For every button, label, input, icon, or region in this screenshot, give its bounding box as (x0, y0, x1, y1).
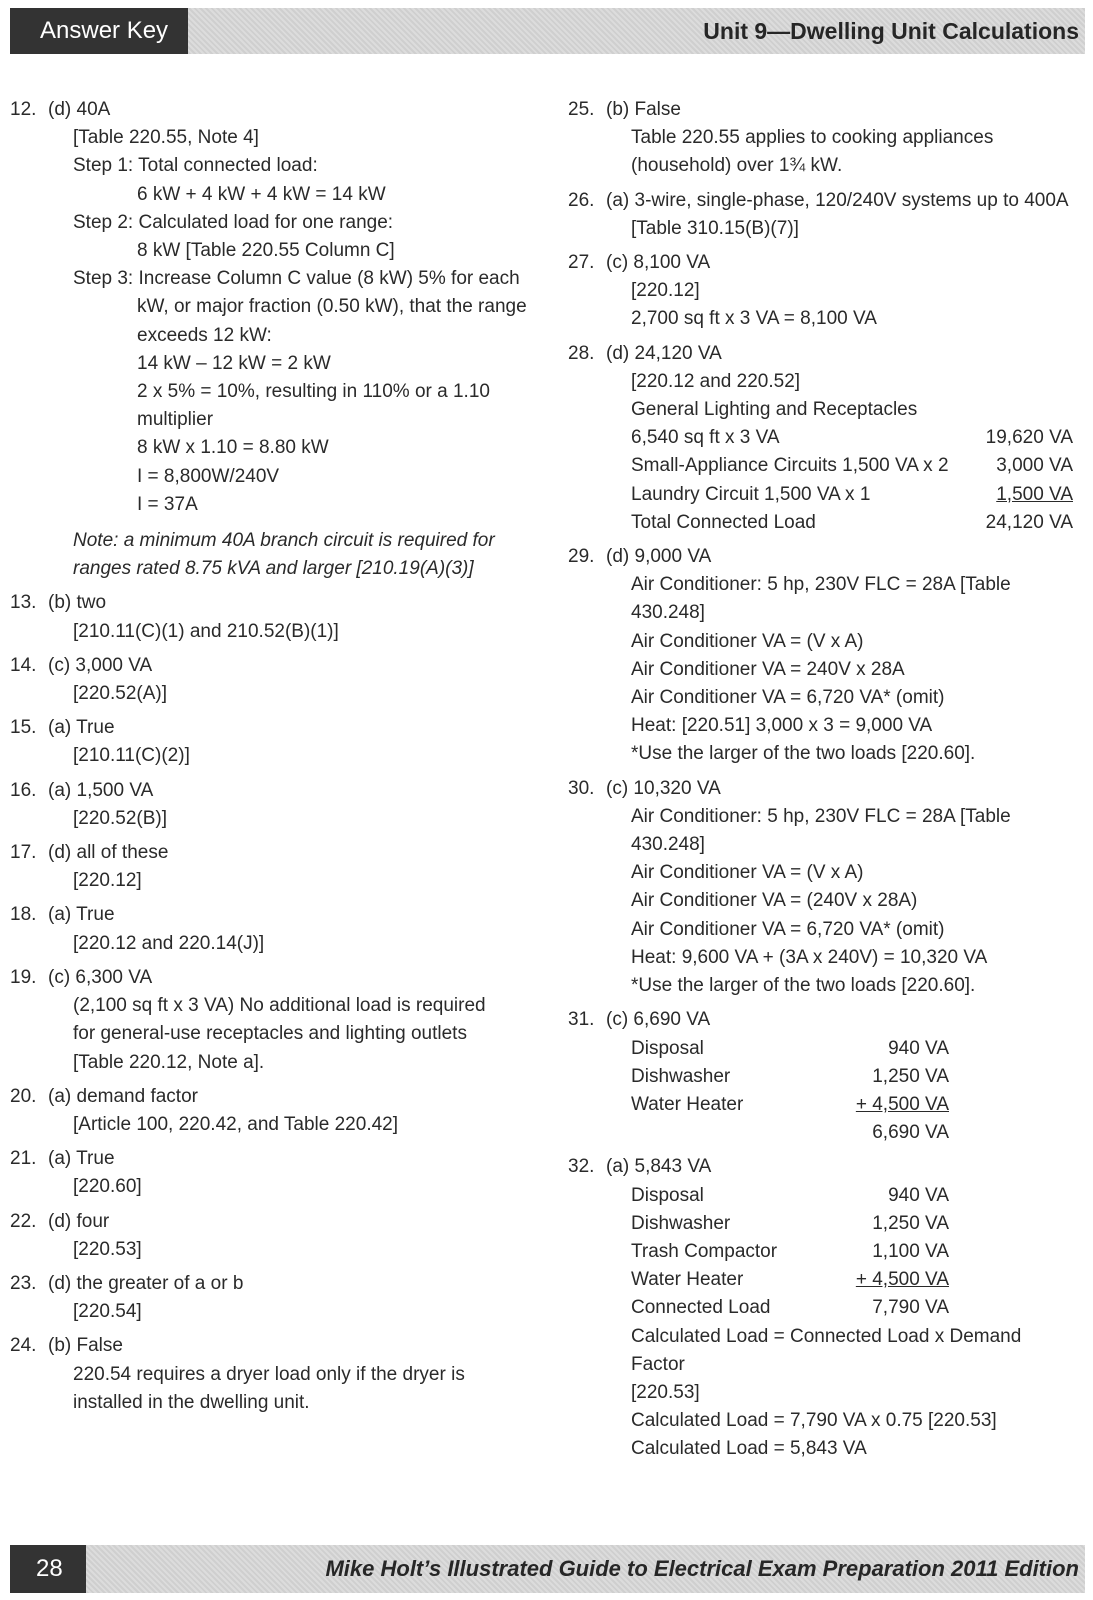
item-number: 13. (10, 592, 37, 614)
answer-item-22 (10, 1208, 530, 1264)
item-detail: Air Conditioner VA = 240V x 28A (631, 658, 905, 680)
item-answer: (a) demand factor (48, 1085, 198, 1107)
item-detail: [220.12 and 220.52] (631, 370, 801, 392)
answer-item-23 (10, 1270, 530, 1326)
load-value: 7,790 VA (872, 1297, 949, 1319)
item-detail: Table 220.55 applies to cooking appliances (household) over 1¾ kW. (631, 127, 994, 177)
answer-item-15 (10, 714, 530, 770)
item-detail: Air Conditioner VA = 6,720 VA* (omit) (631, 918, 945, 940)
left-column (10, 96, 530, 1423)
item-number: 30. (568, 777, 595, 799)
item-answer: (a) 3-wire, single-phase, 120/240V systems up to 400A (606, 189, 1069, 211)
load-label (631, 1119, 821, 1147)
step-line: Step 2: Calculated load for one range: (73, 211, 394, 233)
item-detail: Air Conditioner VA = (240V x 28A) (631, 890, 918, 912)
load-value: 3,000 VA (996, 455, 1073, 477)
page-footer (10, 1545, 1085, 1593)
load-value: 24,120 VA (985, 511, 1073, 533)
item-detail: Air Conditioner: 5 hp, 230V FLC = 28A [Table 430.248] (631, 805, 1011, 856)
load-row (568, 452, 1073, 480)
step-detail: 8 kW x 1.10 = 8.80 kW (137, 437, 329, 459)
item-answer: (d) the greater of a or b (48, 1272, 244, 1294)
item-number: 25. (568, 99, 595, 120)
item-answer: (d) all of these (48, 842, 169, 864)
load-row (568, 1091, 1073, 1119)
item-detail: Calculated Load = 7,790 VA x 0.75 [220.53] (631, 1410, 997, 1432)
load-label: Disposal (631, 1184, 704, 1206)
answer-item-28 (568, 340, 1073, 537)
load-value: 1,100 VA (872, 1240, 949, 1262)
load-value: 1,250 VA (872, 1065, 949, 1087)
load-value: 940 VA (888, 1184, 949, 1206)
right-column (568, 96, 1073, 1470)
load-value: 940 VA (888, 1037, 949, 1059)
step-detail: 8 kW [Table 220.55 Column C] (137, 240, 395, 262)
item-answer: (b) two (48, 592, 107, 614)
item-answer: (d) 24,120 VA (606, 342, 722, 364)
step-line: Step 3: Increase Column C value (8 kW) 5% for each kW, or major fraction (0.50 kW), that the range exceeds 12 kW: (73, 268, 527, 346)
book-title: Mike Holt’s Illustrated Guide to Electrical Exam Preparation 2011 Edition (325, 1556, 1079, 1581)
item-detail: Air Conditioner VA = (V x A) (631, 862, 864, 884)
load-value: + 4,500 VA (855, 1269, 949, 1291)
load-row (568, 1182, 1073, 1210)
item-detail: [Table 310.15(B)(7)] (631, 217, 799, 239)
item-number: 18. (10, 904, 37, 926)
item-detail: Heat: 9,600 VA + (3A x 240V) = 10,320 VA (631, 946, 988, 968)
answer-item-24 (10, 1332, 530, 1417)
item-note: Note: a minimum 40A branch circuit is required for ranges rated 8.75 kVA and larger [210.19(A)(3)] (73, 530, 495, 580)
item-answer: (c) 3,000 VA (48, 654, 153, 676)
item-detail: General Lighting and Receptacles (631, 399, 918, 421)
item-number: 15. (10, 717, 37, 739)
item-answer: (b) False (48, 1335, 123, 1357)
answer-item-29 (568, 543, 1073, 769)
item-answer: (a) 5,843 VA (606, 1156, 712, 1178)
load-label: Disposal (631, 1037, 704, 1059)
item-answer: (c) 6,300 VA (48, 966, 153, 988)
item-detail: Air Conditioner: 5 hp, 230V FLC = 28A [Table 430.248] (631, 574, 1011, 624)
item-detail: Calculated Load = 5,843 VA (631, 1438, 867, 1460)
step-detail: I = 8,800W/240V (137, 465, 280, 487)
item-number: 12. (10, 99, 37, 120)
answer-item-13 (10, 589, 530, 645)
load-value: 1,500 VA (996, 483, 1073, 505)
item-number: 17. (10, 842, 37, 864)
load-label: Total Connected Load (631, 511, 816, 533)
load-row (568, 1210, 1073, 1238)
item-answer: (d) 40A (48, 99, 111, 120)
answer-item-19 (10, 964, 530, 1077)
answer-item-26 (568, 187, 1073, 243)
item-answer: (a) True (48, 717, 115, 739)
answer-item-17 (10, 839, 530, 895)
item-number: 27. (568, 252, 595, 274)
load-label: Water Heater (631, 1269, 744, 1291)
item-detail: Air Conditioner VA = 6,720 VA* (omit) (631, 687, 945, 709)
item-answer: (b) False (606, 99, 681, 120)
item-number: 28. (568, 342, 595, 364)
answer-item-32 (568, 1153, 1073, 1463)
item-detail: [220.12] (73, 870, 142, 892)
answer-key-tag: Answer Key (10, 8, 188, 54)
load-label: Dishwasher (631, 1212, 731, 1234)
item-detail: [210.11(C)(1) and 210.52(B)(1)] (73, 620, 339, 642)
load-value: 6,690 VA (872, 1122, 949, 1144)
answer-item-14 (10, 652, 530, 708)
item-detail: Heat: [220.51] 3,000 x 3 = 9,000 VA (631, 715, 933, 737)
step-detail: 14 kW – 12 kW = 2 kW (137, 352, 331, 374)
load-row (568, 481, 1073, 509)
item-answer: (d) 9,000 VA (606, 546, 712, 568)
item-answer: (d) four (48, 1210, 110, 1232)
load-value: + 4,500 VA (855, 1093, 949, 1115)
item-number: 20. (10, 1085, 37, 1107)
item-answer: (a) 1,500 VA (48, 779, 154, 801)
item-number: 32. (568, 1156, 595, 1178)
item-number: 26. (568, 189, 595, 211)
load-label: Connected Load (631, 1297, 771, 1319)
load-row (568, 1035, 1073, 1063)
item-number: 16. (10, 779, 37, 801)
page-number: 28 (10, 1545, 86, 1593)
load-value: 1,250 VA (872, 1212, 949, 1234)
answer-item-16 (10, 777, 530, 833)
item-reference: [Table 220.55, Note 4] (73, 127, 259, 149)
item-number: 23. (10, 1272, 37, 1294)
item-detail: *Use the larger of the two loads [220.60]. (631, 975, 976, 997)
answer-item-27 (568, 249, 1073, 334)
page-header (10, 8, 1085, 54)
load-label: Small-Appliance Circuits 1,500 VA x 2 (631, 455, 949, 477)
item-number: 14. (10, 654, 37, 676)
item-detail: Air Conditioner VA = (V x A) (631, 630, 864, 652)
item-number: 29. (568, 546, 595, 568)
item-detail: [220.53] (631, 1381, 700, 1403)
item-answer: (c) 10,320 VA (606, 777, 721, 799)
item-answer: (c) 8,100 VA (606, 252, 711, 274)
item-detail: [220.60] (73, 1176, 142, 1198)
load-row (568, 1294, 1073, 1322)
answer-item-30 (568, 775, 1073, 1001)
item-detail: [220.12] (631, 280, 700, 302)
load-label: 6,540 sq ft x 3 VA (631, 427, 780, 449)
item-detail: (2,100 sq ft x 3 VA) No additional load is required for general-use receptacles and lighting outlets [Table 220.12, Note a]. (73, 995, 486, 1073)
load-label: Water Heater (631, 1093, 744, 1115)
item-answer: (a) True (48, 1148, 115, 1170)
item-detail: 220.54 requires a dryer load only if the dryer is installed in the dwelling unit. (73, 1363, 465, 1413)
answer-item-21 (10, 1145, 530, 1201)
item-number: 22. (10, 1210, 37, 1232)
answer-item-25 (568, 96, 1073, 181)
load-row (568, 1238, 1073, 1266)
item-answer: (a) True (48, 904, 115, 926)
load-label: Trash Compactor (631, 1240, 778, 1262)
answer-item-18 (10, 901, 530, 957)
item-detail: [220.53] (73, 1238, 142, 1260)
load-row (568, 1063, 1073, 1091)
item-detail: *Use the larger of the two loads [220.60]. (631, 743, 976, 765)
item-detail: [220.52(A)] (73, 683, 167, 705)
answer-item-31 (568, 1006, 1073, 1147)
item-number: 31. (568, 1009, 595, 1031)
item-detail: [Article 100, 220.42, and Table 220.42] (73, 1113, 399, 1135)
item-answer: (c) 6,690 VA (606, 1009, 711, 1031)
item-detail: [220.54] (73, 1301, 142, 1323)
step-detail: 2 x 5% = 10%, resulting in 110% or a 1.10 multiplier (137, 381, 490, 431)
item-number: 21. (10, 1148, 37, 1170)
item-detail: [220.52(B)] (73, 807, 167, 829)
load-row (568, 1119, 1073, 1147)
step-detail: I = 37A (137, 493, 198, 515)
unit-title: Unit 9—Dwelling Unit Calculations (703, 18, 1079, 44)
load-label: Laundry Circuit 1,500 VA x 1 (631, 483, 871, 505)
answer-item-20 (10, 1083, 530, 1139)
load-row (568, 424, 1073, 452)
item-detail: [220.12 and 220.14(J)] (73, 932, 265, 954)
step-line: Step 1: Total connected load: (73, 155, 318, 177)
item-detail: 2,700 sq ft x 3 VA = 8,100 VA (631, 308, 877, 330)
load-label: Dishwasher (631, 1065, 731, 1087)
item-detail: [210.11(C)(2)] (73, 745, 190, 767)
item-number: 24. (10, 1335, 37, 1357)
step-detail: 6 kW + 4 kW + 4 kW = 14 kW (137, 183, 386, 205)
item-detail: Calculated Load = Connected Load x Demand Factor (631, 1325, 1022, 1375)
load-row (568, 509, 1073, 537)
load-value: 19,620 VA (985, 427, 1073, 449)
answer-item-12 (10, 96, 530, 583)
item-number: 19. (10, 966, 37, 988)
load-row (568, 1266, 1073, 1294)
